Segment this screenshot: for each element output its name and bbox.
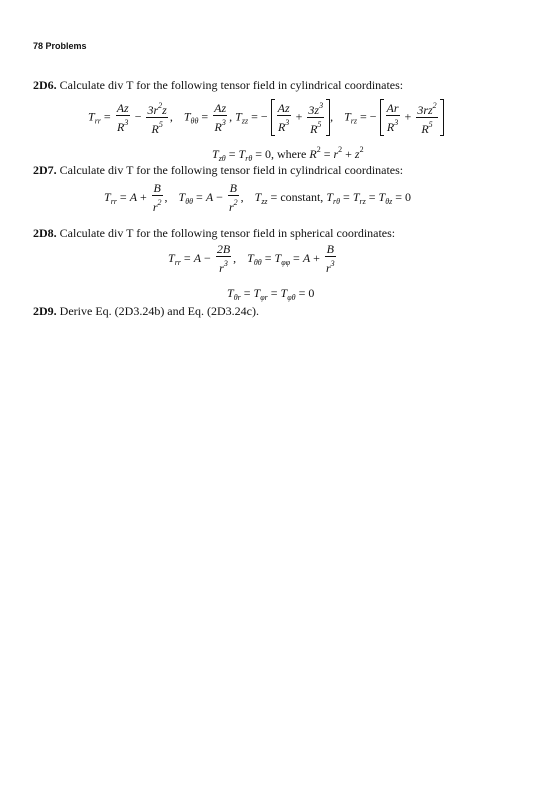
problem-text: Calculate div T for the following tensor field in spherical coordinates: <box>56 226 396 240</box>
equation-2d8-line1: $T_{rr} = A$ − $\frac{2B}{r^3}$ , $T_{\theta\theta} = T_{\varphi\varphi} = A$ + $\frac{B}{r^3}$ <box>168 242 335 275</box>
problem-2d8 <box>33 226 395 241</box>
problem-2d7 <box>33 163 403 178</box>
problem-number: 2D7. <box>33 163 57 177</box>
problem-text: Derive Eq. (2D3.24b) and Eq. (2D3.24c). <box>56 304 259 318</box>
equation-2d6-line2: $T_{z\theta} = T_{r\theta} = 0$, where $R^2 = r^2 + z^2$ <box>212 145 364 163</box>
problem-text: Calculate div T for the following tensor field in cylindrical coordinates: <box>56 78 404 92</box>
equation-2d6-line1: $T_{rr}$ = $\frac{Az}{R^3}$ − $\frac{3r^2z}{R^5}$ , $T_{\theta\theta}$ = $\frac{Az}{R^3}$ , $T_{zz}$ = − $\frac{Az}{R^3}$ + $\frac{3z^3}{R^5}$ , $T_{rz}$ = − $\frac{Ar}{R^3}$ + $\frac{3rz^2}{R^5}$ <box>88 99 444 136</box>
problem-text: Calculate div T for the following tensor field in cylindrical coordinates: <box>56 163 404 177</box>
problem-2d9 <box>33 304 259 319</box>
problem-2d6 <box>33 78 403 93</box>
problem-number: 2D8. <box>33 226 57 240</box>
running-head: 78 Problems <box>33 41 87 51</box>
problem-number: 2D6. <box>33 78 57 92</box>
equation-2d7: $T_{rr} = A$ + $\frac{B}{r^2}$ , $T_{\theta\theta} = A$ − $\frac{B}{r^2}$ , $T_{zz}$ = constant, $T_{r\theta} = T_{rz} = T_{\theta z} = 0$ <box>104 181 412 214</box>
problem-number: 2D9. <box>33 304 57 318</box>
equation-2d8-line2: $T_{\theta r} = T_{\varphi r} = T_{\varphi\theta} = 0$ <box>227 286 315 302</box>
